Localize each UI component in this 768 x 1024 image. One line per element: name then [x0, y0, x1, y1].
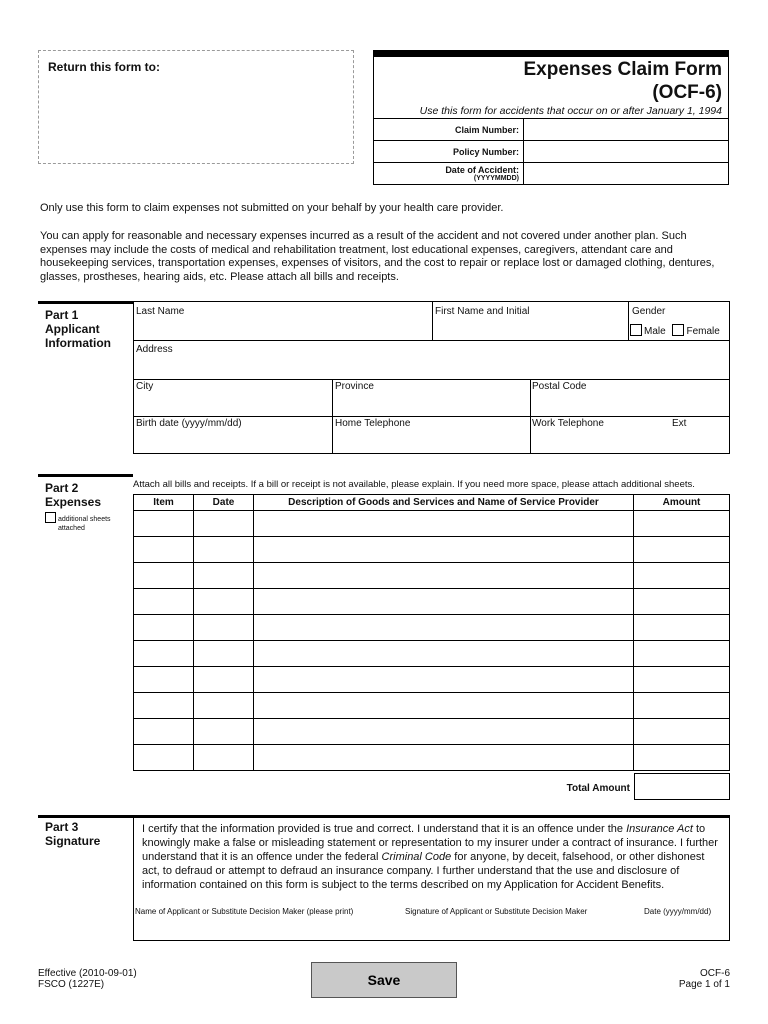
item-cell[interactable] [134, 511, 194, 537]
policy-number-row [374, 141, 729, 163]
expenses-instructions: Attach all bills and receipts. If a bill or receipt is not available, please explain. If you need more space, please attach additional sheets. [133, 479, 695, 490]
title-bar [373, 50, 729, 57]
expense-row [134, 667, 730, 693]
expenses-body [134, 511, 730, 771]
signature-date-field[interactable]: Date (yyyy/mm/dd) [644, 907, 712, 916]
male-checkbox[interactable] [630, 324, 642, 336]
date-cell[interactable] [194, 537, 254, 563]
form-title: Expenses Claim Form [523, 59, 722, 80]
part2-title: Expenses [45, 495, 102, 509]
part3-title: Signature [45, 834, 101, 848]
accident-date-format: (YYYYMMDD) [473, 175, 519, 182]
col-date: Date [194, 495, 254, 511]
date-cell[interactable] [194, 667, 254, 693]
description-cell[interactable] [254, 615, 634, 641]
part2-bar [38, 474, 133, 477]
expense-row [134, 615, 730, 641]
amount-cell[interactable] [634, 667, 730, 693]
part1-bar [38, 301, 133, 304]
date-cell[interactable] [194, 563, 254, 589]
postal-code-field[interactable]: Postal Code [532, 381, 587, 392]
date-cell[interactable] [194, 589, 254, 615]
amount-cell[interactable] [634, 563, 730, 589]
date-cell[interactable] [194, 693, 254, 719]
intro-paragraph-2: You can apply for reasonable and necessary expenses incurred as a result of the accident and not covered under another plan. Such expenses may include the costs of medical and rehabilitation treatment, lost educational expenses, caregivers, attendant care and housekeeping services, transportation expenses, expenses of visitors, and the cost to repair or replace lost or damaged clothing, dentures, glasses, prostheses, hearing aids, etc. Please attach all bills and receipts. [40, 230, 715, 283]
item-cell[interactable] [134, 693, 194, 719]
item-cell[interactable] [134, 563, 194, 589]
additional-sheets-label: additional sheets [58, 516, 111, 523]
col-amount: Amount [634, 495, 730, 511]
province-field[interactable]: Province [335, 381, 374, 392]
description-cell[interactable] [254, 511, 634, 537]
date-cell[interactable] [194, 641, 254, 667]
city-field[interactable]: City [136, 381, 154, 392]
item-cell[interactable] [134, 615, 194, 641]
signature-section [133, 815, 730, 941]
description-cell[interactable] [254, 537, 634, 563]
gender-options [630, 324, 720, 337]
last-name-field[interactable]: Last Name [136, 306, 185, 317]
item-cell[interactable] [134, 667, 194, 693]
part3-bar [38, 815, 134, 818]
policy-number-label: Policy Number: [374, 141, 524, 163]
expense-row [134, 511, 730, 537]
expenses-table [133, 494, 730, 771]
description-cell[interactable] [254, 719, 634, 745]
part1-number: Part 1 [45, 308, 79, 322]
title-block [373, 57, 729, 118]
item-cell[interactable] [134, 537, 194, 563]
description-cell[interactable] [254, 693, 634, 719]
total-amount-field[interactable] [634, 773, 730, 800]
return-label: Return this form to: [48, 60, 160, 74]
part3-heading [38, 815, 134, 848]
amount-cell[interactable] [634, 537, 730, 563]
policy-number-field[interactable] [524, 141, 729, 163]
applicant-name-field[interactable]: Name of Applicant or Substitute Decision Maker (please print) [135, 907, 354, 916]
form-code: (OCF-6) [652, 82, 722, 103]
expenses-header-row [134, 495, 730, 511]
expense-row [134, 537, 730, 563]
amount-cell[interactable] [634, 693, 730, 719]
description-cell[interactable] [254, 745, 634, 771]
expense-row [134, 745, 730, 771]
col-description: Description of Goods and Services and Name of Service Provider [254, 495, 634, 511]
effective-date: Effective (2010-09-01) [38, 968, 137, 979]
part3-number: Part 3 [45, 820, 79, 834]
accident-date-field[interactable] [524, 163, 729, 185]
expense-row [134, 589, 730, 615]
gender-label: Gender [632, 306, 666, 317]
form-subtitle: Use this form for accidents that occur on or after January 1, 1994 [419, 105, 722, 117]
birth-date-field[interactable]: Birth date (yyyy/mm/dd) [136, 418, 242, 429]
item-cell[interactable] [134, 641, 194, 667]
first-name-field[interactable]: First Name and Initial [435, 306, 530, 317]
amount-cell[interactable] [634, 589, 730, 615]
work-telephone-field[interactable]: Work Telephone [532, 418, 604, 429]
item-cell[interactable] [134, 719, 194, 745]
expense-row [134, 693, 730, 719]
fsco-code: FSCO (1227E) [38, 979, 105, 990]
amount-cell[interactable] [634, 615, 730, 641]
part1-title-line2: Information [45, 336, 111, 350]
additional-sheets-checkbox[interactable] [45, 512, 56, 523]
female-checkbox[interactable] [672, 324, 684, 336]
part2-heading [38, 474, 133, 533]
col-item: Item [134, 495, 194, 511]
description-cell[interactable] [254, 589, 634, 615]
attached-label: attached [58, 525, 85, 532]
page-number: Page 1 of 1 [678, 979, 730, 990]
date-cell[interactable] [194, 745, 254, 771]
part1-title-line1: Applicant [45, 322, 100, 336]
save-button[interactable]: Save [311, 962, 457, 998]
expense-row [134, 641, 730, 667]
accident-date-row [374, 163, 729, 185]
address-field[interactable]: Address [136, 344, 173, 355]
total-amount-label: Total Amount [566, 783, 630, 794]
claim-number-row [374, 119, 729, 141]
amount-cell[interactable] [634, 511, 730, 537]
return-address-box[interactable] [38, 50, 354, 164]
applicant-signature-field[interactable]: Signature of Applicant or Substitute Decision Maker [405, 907, 588, 916]
item-cell[interactable] [134, 589, 194, 615]
description-cell[interactable] [254, 641, 634, 667]
male-label: Male [644, 326, 666, 337]
item-cell[interactable] [134, 745, 194, 771]
date-cell[interactable] [194, 511, 254, 537]
claim-number-label: Claim Number: [374, 119, 524, 141]
intro-paragraph-1: Only use this form to claim expenses not submitted on your behalf by your health care provider. [40, 202, 504, 214]
claim-info-table [373, 118, 729, 185]
amount-cell[interactable] [634, 745, 730, 771]
date-cell[interactable] [194, 615, 254, 641]
expense-row [134, 563, 730, 589]
amount-cell[interactable] [634, 719, 730, 745]
part2-number: Part 2 [45, 481, 79, 495]
applicant-info-table [133, 301, 730, 454]
additional-sheets-option [45, 512, 133, 533]
amount-cell[interactable] [634, 641, 730, 667]
accident-date-label: Date of Accident: (YYYYMMDD) [374, 163, 524, 185]
description-cell[interactable] [254, 667, 634, 693]
footer-right [679, 968, 730, 990]
date-cell[interactable] [194, 719, 254, 745]
certification-text: I certify that the information provided is true and correct. I understand that it is an offence under the Insurance Act to knowingly make a false or misleading statement or representation to my insurer under a contract of insurance. I further understand that it is an offence under the federal Criminal Code for anyone, by deceit, falsehood, or other dishonest act, to defraud or attempt to defraud an insurance company. I further understand that the use and disclosure of information contained on this form is subject to the terms described on my Application for Accident Benefits. [142, 823, 718, 891]
extension-field[interactable]: Ext [672, 418, 687, 429]
footer-left [38, 968, 137, 990]
claim-number-field[interactable] [524, 119, 729, 141]
female-label: Female [686, 326, 720, 337]
description-cell[interactable] [254, 563, 634, 589]
expense-row [134, 719, 730, 745]
home-telephone-field[interactable]: Home Telephone [335, 418, 411, 429]
part1-heading [38, 301, 133, 350]
form-id: OCF-6 [700, 968, 730, 979]
